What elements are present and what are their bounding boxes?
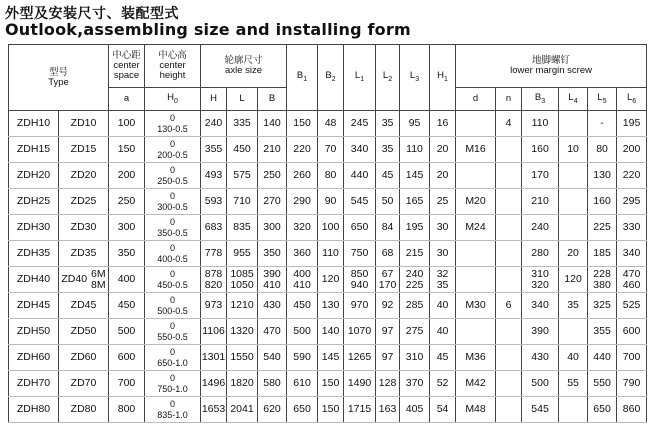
l2-cell: 45 [376, 163, 400, 189]
l2-cell: 84 [376, 215, 400, 241]
b3-header: $B_3$ [522, 88, 559, 111]
a-cell: 800 [109, 397, 145, 423]
b1-cell: 260 [287, 163, 318, 189]
h0-cell: 0 450-0.5 [145, 267, 201, 293]
d-cell: M48 [456, 397, 496, 423]
l6-cell: 525 [617, 293, 647, 319]
zdh-cell: ZDH35 [9, 241, 59, 267]
d-cell [456, 267, 496, 293]
h1-cell: 40 [430, 293, 456, 319]
zdh-cell: ZDH10 [9, 111, 59, 137]
b-cell: 430 [258, 293, 287, 319]
l1-cell: 1715 [344, 397, 376, 423]
a-cell: 250 [109, 189, 145, 215]
axle-size-header: 轮廓尺寸 axle size [201, 45, 287, 88]
d-cell: M16 [456, 137, 496, 163]
b3-cell: 160 [522, 137, 559, 163]
l3-cell: 285 [400, 293, 430, 319]
table-row [9, 371, 647, 397]
h-cell: 878 820 [201, 267, 227, 293]
zdh-cell: ZDH25 [9, 189, 59, 215]
n-header: n [496, 88, 522, 111]
b-cell: 140 [258, 111, 287, 137]
l-cell: 835 [227, 215, 258, 241]
l1-cell: 750 [344, 241, 376, 267]
l1-cell: 850 940 [344, 267, 376, 293]
table-row [9, 397, 647, 423]
l6-cell: 295 [617, 189, 647, 215]
l6-cell: 330 [617, 215, 647, 241]
l5-cell: 440 [588, 345, 617, 371]
h0-cell: 0 750-1.0 [145, 371, 201, 397]
l1-header: $L_1$ [344, 45, 376, 111]
l4-header: $L_4$ [559, 88, 588, 111]
h-cell: 1301 [201, 345, 227, 371]
lower-margin-screw-header: 地脚螺钉 lower margin screw [456, 45, 647, 88]
h0-cell: 0 400-0.5 [145, 241, 201, 267]
center-height-header: 中心高 center height [145, 45, 201, 88]
n-cell [496, 371, 522, 397]
l2-cell: 68 [376, 241, 400, 267]
table-row [9, 241, 647, 267]
l3-cell: 275 [400, 319, 430, 345]
d-cell: M24 [456, 215, 496, 241]
n-cell [496, 215, 522, 241]
b3-cell: 340 [522, 293, 559, 319]
b3-cell: 310 320 [522, 267, 559, 293]
b3-cell: 430 [522, 345, 559, 371]
l6-cell: 860 [617, 397, 647, 423]
h0-cell: 0 350-0.5 [145, 215, 201, 241]
l6-cell: 600 [617, 319, 647, 345]
l6-header: $L_6$ [617, 88, 647, 111]
h1-cell: 32 35 [430, 267, 456, 293]
h0-cell: 0 200-0.5 [145, 137, 201, 163]
l3-cell: 95 [400, 111, 430, 137]
zdh-cell: ZDH40 [9, 267, 59, 293]
l3-cell: 370 [400, 371, 430, 397]
b3-cell: 390 [522, 319, 559, 345]
zd-cell: ZD45 [59, 293, 109, 319]
zd-cell: ZD80 [59, 397, 109, 423]
zd-cell: ZD20 [59, 163, 109, 189]
h0-cell: 0 300-0.5 [145, 189, 201, 215]
zd-6m-label: 6M [91, 267, 106, 280]
l1-cell: 440 [344, 163, 376, 189]
h-cell: 593 [201, 189, 227, 215]
l6-cell: 790 [617, 371, 647, 397]
l4-cell: 40 [559, 345, 588, 371]
l5-cell: 228 380 [588, 267, 617, 293]
l3-cell: 310 [400, 345, 430, 371]
d-cell [456, 241, 496, 267]
h-header: H [201, 88, 227, 111]
b-cell: 300 [258, 215, 287, 241]
n-cell [496, 397, 522, 423]
b2-cell: 70 [318, 137, 344, 163]
b-cell: 540 [258, 345, 287, 371]
a-header: a [109, 88, 145, 111]
b-cell: 270 [258, 189, 287, 215]
b2-cell: 145 [318, 345, 344, 371]
zd-cell: ZD25 [59, 189, 109, 215]
l-cell: 335 [227, 111, 258, 137]
b1-cell: 400 410 [287, 267, 318, 293]
b3-cell: 545 [522, 397, 559, 423]
l-cell: 955 [227, 241, 258, 267]
h0-cell: 0 835-1.0 [145, 397, 201, 423]
zd-cell: ZD50 [59, 319, 109, 345]
a-cell: 500 [109, 319, 145, 345]
h1-cell: 40 [430, 319, 456, 345]
l4-cell [559, 189, 588, 215]
h1-cell: 20 [430, 137, 456, 163]
b-cell: 390 410 [258, 267, 287, 293]
zd-cell [59, 267, 109, 293]
h0-cell: 0 500-0.5 [145, 293, 201, 319]
n-cell [496, 163, 522, 189]
b1-cell: 150 [287, 111, 318, 137]
h-cell: 683 [201, 215, 227, 241]
l-cell: 575 [227, 163, 258, 189]
h-cell: 355 [201, 137, 227, 163]
zdh-cell: ZDH70 [9, 371, 59, 397]
l6-cell: 470 460 [617, 267, 647, 293]
zdh-cell: ZDH60 [9, 345, 59, 371]
d-cell [456, 111, 496, 137]
b2-cell: 90 [318, 189, 344, 215]
n-cell [496, 345, 522, 371]
b2-cell: 100 [318, 215, 344, 241]
b2-cell: 120 [318, 267, 344, 293]
l2-cell: 163 [376, 397, 400, 423]
b1-cell: 450 [287, 293, 318, 319]
l3-cell: 110 [400, 137, 430, 163]
h0-cell: 0 550-0.5 [145, 319, 201, 345]
zd-cell: ZD35 [59, 241, 109, 267]
b1-cell: 220 [287, 137, 318, 163]
h1-cell: 30 [430, 241, 456, 267]
d-cell: M20 [456, 189, 496, 215]
h-cell: 240 [201, 111, 227, 137]
a-cell: 700 [109, 371, 145, 397]
h0-cell: 0 130-0.5 [145, 111, 201, 137]
l5-cell: 225 [588, 215, 617, 241]
b1-cell: 290 [287, 189, 318, 215]
l-cell: 2041 [227, 397, 258, 423]
l-cell: 450 [227, 137, 258, 163]
l3-cell: 145 [400, 163, 430, 189]
table-row [9, 215, 647, 241]
l5-cell: 130 [588, 163, 617, 189]
b1-cell: 360 [287, 241, 318, 267]
l5-cell: 185 [588, 241, 617, 267]
l3-cell: 165 [400, 189, 430, 215]
l-cell: 1820 [227, 371, 258, 397]
l3-cell: 405 [400, 397, 430, 423]
l4-cell: 20 [559, 241, 588, 267]
b-cell: 350 [258, 241, 287, 267]
d-cell [456, 163, 496, 189]
l3-cell: 215 [400, 241, 430, 267]
b2-cell: 140 [318, 319, 344, 345]
l2-cell: 97 [376, 319, 400, 345]
l1-cell: 245 [344, 111, 376, 137]
h1-header: $H_1$ [430, 45, 456, 111]
table-row [9, 267, 647, 293]
zd-cell: ZD60 [59, 345, 109, 371]
b2-cell: 48 [318, 111, 344, 137]
n-cell [496, 137, 522, 163]
b2-cell: 110 [318, 241, 344, 267]
b3-cell: 210 [522, 189, 559, 215]
b1-cell: 590 [287, 345, 318, 371]
b-cell: 580 [258, 371, 287, 397]
h1-cell: 25 [430, 189, 456, 215]
h1-cell: 16 [430, 111, 456, 137]
table-row [9, 111, 647, 137]
b-header: B [258, 88, 287, 111]
h1-cell: 52 [430, 371, 456, 397]
l4-cell: 55 [559, 371, 588, 397]
zdh-cell: ZDH80 [9, 397, 59, 423]
b-cell: 210 [258, 137, 287, 163]
a-cell: 200 [109, 163, 145, 189]
b2-cell: 150 [318, 397, 344, 423]
l3-cell: 240 225 [400, 267, 430, 293]
table-row [9, 345, 647, 371]
l1-cell: 970 [344, 293, 376, 319]
zd-cell: ZD10 [59, 111, 109, 137]
l4-cell [559, 397, 588, 423]
l2-header: $L_2$ [376, 45, 400, 111]
h0-cell: 0 250-0.5 [145, 163, 201, 189]
l1-cell: 1490 [344, 371, 376, 397]
l-header: L [227, 88, 258, 111]
l4-cell [559, 163, 588, 189]
h-cell: 973 [201, 293, 227, 319]
zd-cell: ZD70 [59, 371, 109, 397]
b1-cell: 650 [287, 397, 318, 423]
n-cell [496, 267, 522, 293]
b3-cell: 500 [522, 371, 559, 397]
l6-cell: 700 [617, 345, 647, 371]
l5-cell: - [588, 111, 617, 137]
a-cell: 150 [109, 137, 145, 163]
zd-cell: ZD30 [59, 215, 109, 241]
l2-cell: 92 [376, 293, 400, 319]
n-cell [496, 189, 522, 215]
b3-cell: 110 [522, 111, 559, 137]
d-header: d [456, 88, 496, 111]
table-row [9, 293, 647, 319]
l1-cell: 340 [344, 137, 376, 163]
d-cell [456, 319, 496, 345]
b3-cell: 280 [522, 241, 559, 267]
h1-cell: 45 [430, 345, 456, 371]
l3-header: $L_3$ [400, 45, 430, 111]
l2-cell: 97 [376, 345, 400, 371]
h-cell: 1496 [201, 371, 227, 397]
h1-cell: 20 [430, 163, 456, 189]
h-cell: 1653 [201, 397, 227, 423]
l4-cell [559, 215, 588, 241]
d-cell: M36 [456, 345, 496, 371]
zdh-cell: ZDH50 [9, 319, 59, 345]
zd-cell: ZD15 [59, 137, 109, 163]
h-cell: 1106 [201, 319, 227, 345]
spec-table [8, 44, 647, 423]
b-cell: 250 [258, 163, 287, 189]
h0-header: $H_0$ [145, 88, 201, 111]
b-cell: 620 [258, 397, 287, 423]
l6-cell: 200 [617, 137, 647, 163]
l4-cell: 10 [559, 137, 588, 163]
zdh-cell: ZDH15 [9, 137, 59, 163]
n-cell: 4 [496, 111, 522, 137]
b3-cell: 240 [522, 215, 559, 241]
h1-cell: 30 [430, 215, 456, 241]
l4-cell [559, 111, 588, 137]
a-cell: 350 [109, 241, 145, 267]
l2-cell: 35 [376, 111, 400, 137]
table-row [9, 189, 647, 215]
l-cell: 1210 [227, 293, 258, 319]
l5-cell: 160 [588, 189, 617, 215]
b2-cell: 150 [318, 371, 344, 397]
l5-cell: 80 [588, 137, 617, 163]
b2-header: $B_2$ [318, 45, 344, 111]
l1-cell: 545 [344, 189, 376, 215]
page-title-en: Outlook,assembling size and installing form [5, 20, 411, 39]
l5-cell: 650 [588, 397, 617, 423]
l6-cell: 195 [617, 111, 647, 137]
b1-cell: 320 [287, 215, 318, 241]
n-cell [496, 319, 522, 345]
b1-header: $B_1$ [287, 45, 318, 111]
l2-cell: 35 [376, 137, 400, 163]
b3-cell: 170 [522, 163, 559, 189]
zd-label: ZD40 [61, 272, 88, 285]
zdh-cell: ZDH20 [9, 163, 59, 189]
a-cell: 100 [109, 111, 145, 137]
zd-8m-label: 8M [91, 278, 106, 291]
h-cell: 493 [201, 163, 227, 189]
l5-cell: 325 [588, 293, 617, 319]
l2-cell: 50 [376, 189, 400, 215]
b1-cell: 610 [287, 371, 318, 397]
l1-cell: 1265 [344, 345, 376, 371]
table-row [9, 319, 647, 345]
l6-cell: 220 [617, 163, 647, 189]
l-cell: 1550 [227, 345, 258, 371]
page-title-cn: 外型及安装尺寸、装配型式 [5, 6, 179, 22]
l2-cell: 67 170 [376, 267, 400, 293]
table-row [9, 137, 647, 163]
l6-cell: 340 [617, 241, 647, 267]
l3-cell: 195 [400, 215, 430, 241]
h-cell: 778 [201, 241, 227, 267]
b1-cell: 500 [287, 319, 318, 345]
a-cell: 400 [109, 267, 145, 293]
l5-cell: 550 [588, 371, 617, 397]
l-cell: 1085 1050 [227, 267, 258, 293]
l5-cell: 355 [588, 319, 617, 345]
d-cell: M42 [456, 371, 496, 397]
a-cell: 600 [109, 345, 145, 371]
zdh-cell: ZDH45 [9, 293, 59, 319]
l-cell: 1320 [227, 319, 258, 345]
header-row-1 [9, 45, 647, 88]
l5-header: $L_5$ [588, 88, 617, 111]
l4-cell: 120 [559, 267, 588, 293]
b2-cell: 80 [318, 163, 344, 189]
l2-cell: 128 [376, 371, 400, 397]
n-cell: 6 [496, 293, 522, 319]
l4-cell: 35 [559, 293, 588, 319]
a-cell: 300 [109, 215, 145, 241]
h1-cell: 54 [430, 397, 456, 423]
model-header: 型号 Type [9, 45, 109, 111]
b-cell: 470 [258, 319, 287, 345]
a-cell: 450 [109, 293, 145, 319]
l1-cell: 1070 [344, 319, 376, 345]
n-cell [496, 241, 522, 267]
l-cell: 710 [227, 189, 258, 215]
d-cell: M30 [456, 293, 496, 319]
center-space-header: 中心距 center space [109, 45, 145, 88]
b2-cell: 130 [318, 293, 344, 319]
h0-cell: 0 650-1.0 [145, 345, 201, 371]
l4-cell [559, 319, 588, 345]
l1-cell: 650 [344, 215, 376, 241]
table-row [9, 163, 647, 189]
zdh-cell: ZDH30 [9, 215, 59, 241]
